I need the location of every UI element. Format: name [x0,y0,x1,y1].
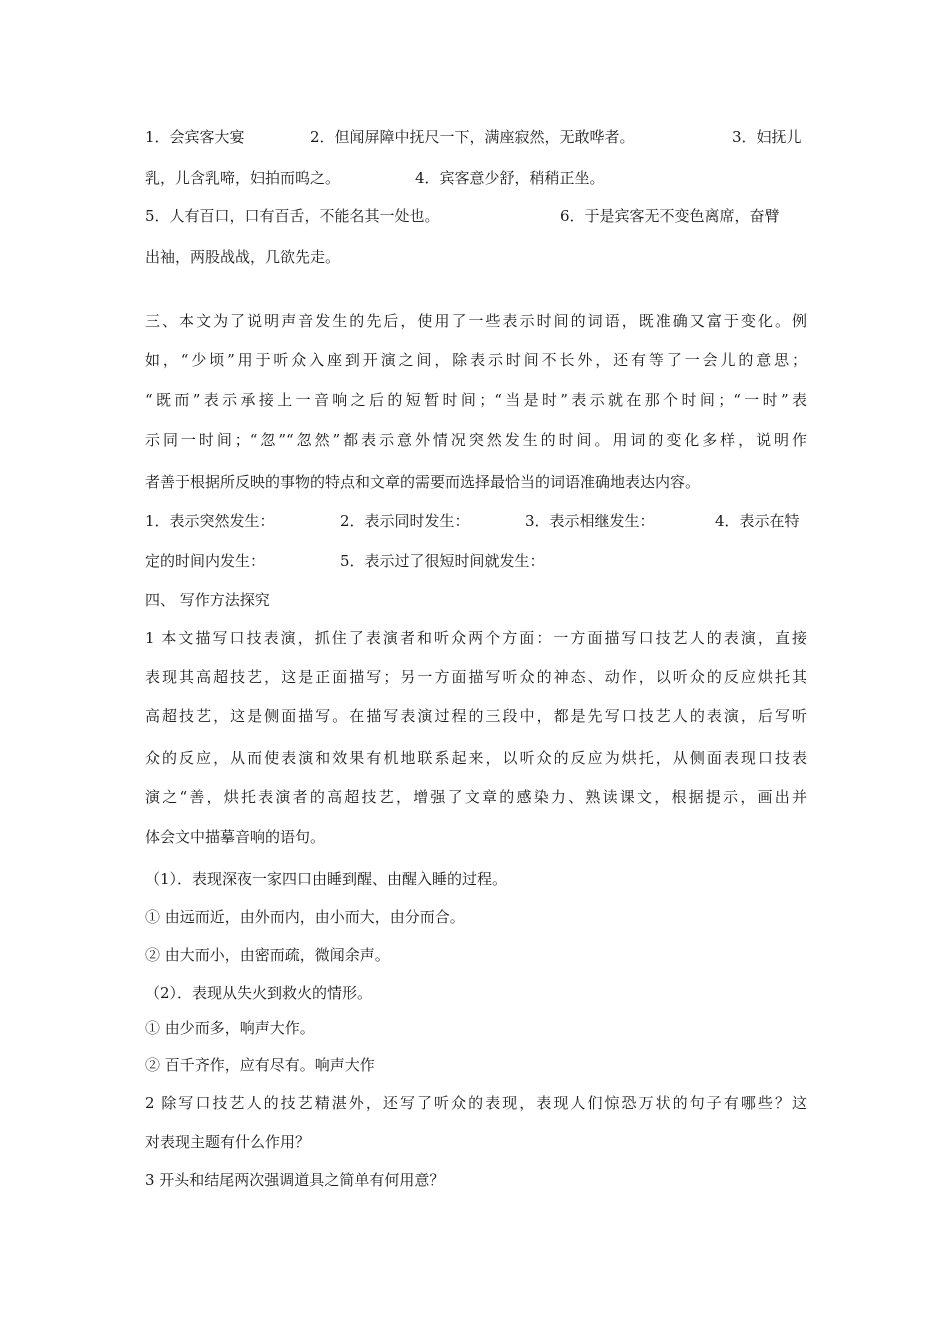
time-word-2: 2．表示同时发生： [340,512,470,530]
subsection-2-item-1: ① 由少而多，响声大作。 [145,1019,315,1037]
section-three-line-4: 示同一时间；“忽”“忽然”都表示意外情况突然发生的时间。用词的变化多样，说明作 [145,431,807,449]
section-three-line-3: “既而”表示承接上一音响之后的短暂时间；“当是时”表示就在那个时间；“一时”表 [145,391,807,409]
section-four-line-5: 演之“善，烘托表演者的高超技艺，增强了文章的感染力、熟读课文，根据提示，画出并 [145,788,807,806]
item-3-start: 3．妇抚儿 [732,128,802,146]
items-line-4 [145,247,807,267]
item-2: 2．但闻屏障中抚尺一下，满座寂然，无敢哗者。 [310,128,635,146]
items-line-2 [145,168,807,188]
time-words-line-2 [145,551,807,571]
question-2-line-1: 2 除写口技艺人的技艺精湛外，还写了听众的表现，表现人们惊恐万状的句子有哪些？这 [145,1094,807,1112]
section-four-heading: 四、 写作方法探究 [145,591,270,609]
question-2-line-2: 对表现主题有什么作用？ [145,1133,311,1151]
subsection-2-title: （2）．表现从失火到救火的情形。 [145,984,373,1002]
section-four-line-3: 高超技艺，这是侧面描写。在描写表演过程的三段中，都是先写口技艺人的表演，后写听 [145,707,807,725]
subsection-2-item-2: ② 百千齐作，应有尽有。响声大作 [145,1056,375,1074]
section-four-line-4: 众的反应，从而使表演和效果有机地联系起来，以听众的反应为烘托，从侧面表现口技表 [145,749,807,767]
item-6-start: 6．于是宾客无不变色离席，奋臂 [560,207,780,225]
question-3: 3 开头和结尾两次强调道具之简单有何用意？ [145,1171,445,1189]
item-5: 5．人有百口，口有百舌，不能名其一处也。 [145,207,440,225]
items-line-1 [145,127,807,147]
item-3-end: 乳，儿含乳啼，妇拍而呜之。 [145,169,341,187]
item-4: 4．宾客意少舒，稍稍正坐。 [415,169,605,187]
section-four-line-1: 1 本文描写口技表演，抓住了表演者和听众两个方面：一方面描写口技艺人的表演，直接 [145,629,807,647]
time-word-5: 5．表示过了很短时间就发生： [340,552,545,570]
section-three-line-5: 者善于根据所反映的事物的特点和文章的需要而选择最恰当的词语准确地表达内容。 [145,473,701,491]
time-word-1: 1．表示突然发生： [145,512,275,530]
subsection-1-item-2: ② 由大而小，由密而疏，微闻余声。 [145,946,390,964]
section-four-line-2: 表现其高超技艺，这是正面描写；另一方面描写听众的神态、动作，以听众的反应烘托其 [145,668,807,686]
time-word-3: 3．表示相继发生： [525,512,655,530]
time-word-4-end: 定的时间内发生： [145,552,266,570]
section-three-line-2: 如，“少顷”用于听众入座到开演之间，除表示时间不长外，还有等了一会儿的意思； [145,351,807,369]
subsection-1-item-1: ① 由远而近，由外而内，由小而大，由分而合。 [145,908,465,926]
time-words-line-1 [145,511,807,531]
time-word-4-start: 4．表示在特 [715,512,800,530]
section-four-line-6: 体会文中描摹音响的语句。 [145,828,326,846]
item-1: 1．会宾客大宴 [145,128,245,146]
section-three-line-1: 三、本文为了说明声音发生的先后，使用了一些表示时间的词语，既准确又富于变化。例 [145,312,807,330]
item-6-end: 出袖，两股战战，几欲先走。 [145,248,341,266]
items-line-3 [145,206,807,226]
subsection-1-title: （1）．表现深夜一家四口由睡到醒、由醒入睡的过程。 [145,870,508,888]
